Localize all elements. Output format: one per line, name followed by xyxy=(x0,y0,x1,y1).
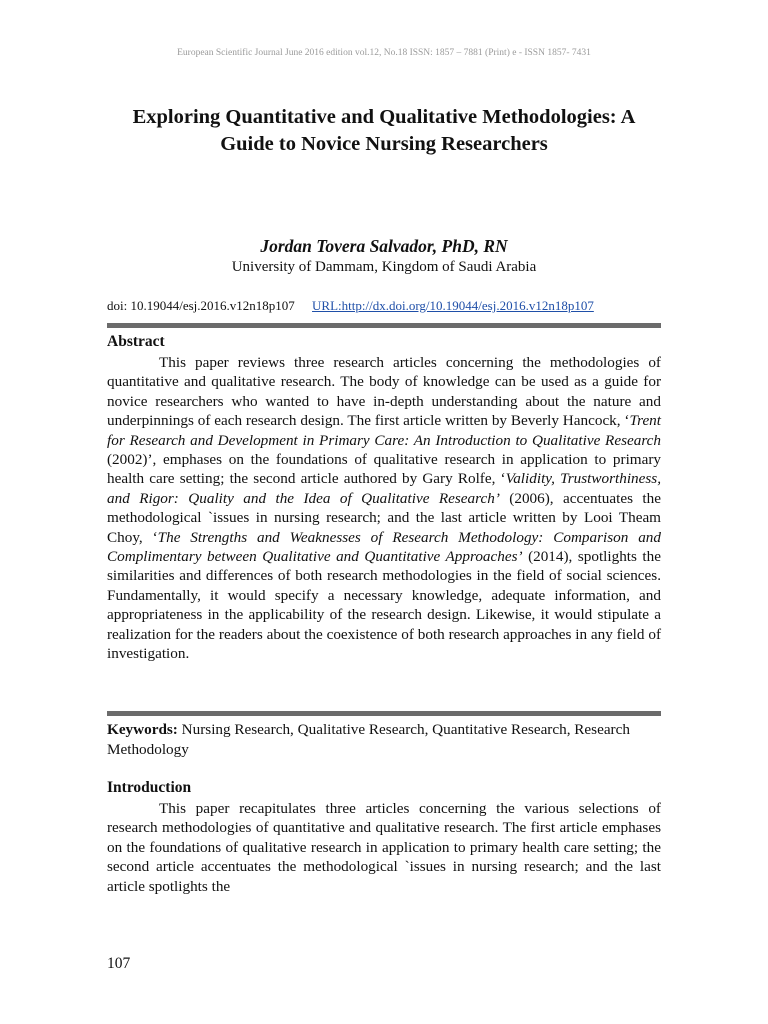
abstract-text: (2002)’, emphases on the foundations of qualitative research in application to primary health care setting; the second article authored by Gary Rolfe, ‘ xyxy=(107,451,661,488)
doi-row xyxy=(107,298,662,314)
abstract-body xyxy=(107,353,661,664)
cited-title-hancock: Trent for Research and Development in Primary Care: An Introduction to Qualitative Research xyxy=(107,412,661,449)
abstract-text: (2006), accentuates the methodological `issues in nursing research; and the last article written by Looi Theam Choy, ‘ xyxy=(107,489,661,546)
abstract-text: (2014), spotlights the similarities and differences of both research methodologies in the field of social sciences. Fundamentally, it would specify a necessary knowledge, adequate information, and appropriateness in the applicability of the research design. Likewise, it would stipulate a realization for the readers about the coexistence of both research approaches in any field of investigation. xyxy=(107,548,661,663)
section-rule-bottom xyxy=(107,711,661,716)
introduction-paragraph: This paper recapitulates three articles concerning the various selections of research methodologies of quantitative and qualitative research. The first article emphases on the foundations of qualitative research in application to primary health care setting; the second article accentuates the methodological `issues in nursing research; and the last article spotlights the xyxy=(107,800,661,895)
section-rule-top xyxy=(107,323,661,328)
abstract-text: This paper reviews three research articles concerning the methodologies of quantitative and qualitative research. The body of knowledge can be used as a guide for novice researchers who wanted to have in-depth understanding about the nature and underpinnings of each research design. The first article written by Beverly Hancock, ‘ xyxy=(107,354,661,430)
cited-title-rolfe: Validity, Trustworthiness, and Rigor: Quality and the Idea of Qualitative Research’ xyxy=(107,470,661,507)
abstract-paragraph xyxy=(107,353,661,664)
introduction-body xyxy=(107,799,661,896)
introduction-heading: Introduction xyxy=(107,779,192,796)
keywords-text: Nursing Research, Qualitative Research, Quantitative Research, Research Methodology xyxy=(107,721,630,758)
cited-title-choy: The Strengths and Weaknesses of Research Methodology: Comparison and Complimentary between Qualitative and Quantitative Approaches’ xyxy=(107,528,661,566)
abstract-heading: Abstract xyxy=(107,333,165,350)
keywords-label: Keywords: xyxy=(107,721,178,738)
doi-text: doi: 10.19044/esj.2016.v12n18p107 xyxy=(107,298,295,313)
page-number: 107 xyxy=(107,955,131,972)
doi-url-link[interactable]: URL:http://dx.doi.org/10.19044/esj.2016.v12n18p107 xyxy=(312,298,594,313)
paper-title: Exploring Quantitative and Qualitative Methodologies: A Guide to Novice Nursing Researchers xyxy=(132,106,636,155)
journal-header: European Scientific Journal June 2016 edition vol.12, No.18 ISSN: 1857 – 7881 (Print) e - ISSN 1857- 7431 xyxy=(177,48,591,58)
author-affiliation: University of Dammam, Kingdom of Saudi Arabia xyxy=(231,259,537,275)
keywords xyxy=(107,720,661,760)
author-name: Jordan Tovera Salvador, PhD, RN xyxy=(260,236,508,256)
